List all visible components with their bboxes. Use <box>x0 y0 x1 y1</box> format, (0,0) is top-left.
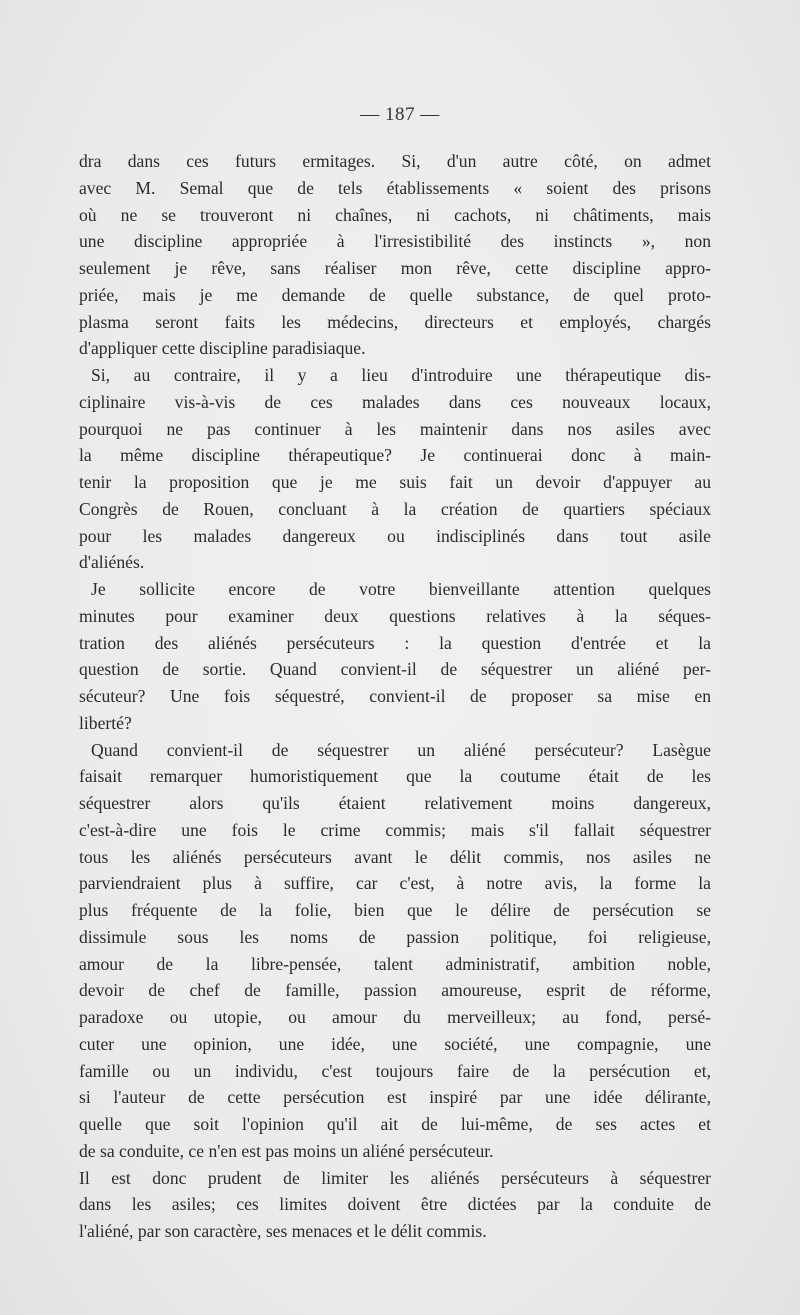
text-line: Congrès de Rouen, concluant à la création de quartiers spéciaux <box>79 498 711 519</box>
text-line: dans les asiles; ces limites doivent être dictées par la conduite de <box>79 1194 711 1215</box>
text-line: Si, au contraire, il y a lieu d'introduire une thérapeutique dis- <box>91 365 711 385</box>
text-line: d'appliquer cette discipline paradisiaque. <box>79 338 366 359</box>
text-line: tous les aliénés persécuteurs avant le délit commis, nos asiles ne <box>79 846 711 867</box>
text-line: c'est-à-dire une fois le crime commis; mais s'il fallait séquestrer <box>79 819 711 840</box>
text-line: paradoxe ou utopie, ou amour du merveilleux; au fond, persé- <box>79 1007 711 1027</box>
text-line: sécuteur? Une fois séquestré, convient-il de proposer sa mise en <box>79 686 711 706</box>
text-line: séquestrer alors qu'ils étaient relativement moins dangereux, <box>79 793 711 813</box>
text-line: tration des aliénés persécuteurs : la question d'entrée et la <box>79 632 711 653</box>
text-line: l'aliéné, par son caractère, ses menaces et le délit commis. <box>79 1221 487 1241</box>
text-line: cuter une opinion, une idée, une société, une compagnie, une <box>79 1033 711 1054</box>
body-text <box>79 148 711 1245</box>
text-line: parviendraient plus à suffire, car c'est, à notre avis, la forme la <box>79 873 711 894</box>
text-line: liberté? <box>79 712 132 733</box>
text-line: de sa conduite, ce n'en est pas moins un aliéné persécuteur. <box>79 1140 494 1161</box>
text-line: pourquoi ne pas continuer à les maintenir dans nos asiles avec <box>79 418 711 439</box>
text-line: Je sollicite encore de votre bienveillante attention quelques <box>91 579 711 599</box>
text-line: amour de la libre-pensée, talent administratif, ambition noble, <box>79 953 711 974</box>
text-line: seulement je rêve, sans réaliser mon rêve, cette discipline appro- <box>79 258 711 278</box>
page-number: — 187 — <box>360 104 440 125</box>
text-line: tenir la proposition que je me suis fait un devoir d'appuyer au <box>79 472 711 492</box>
text-line: une discipline appropriée à l'irresistibilité des instincts », non <box>79 231 711 252</box>
text-line: minutes pour examiner deux questions relatives à la séques- <box>79 605 711 626</box>
text-line: d'aliénés. <box>79 552 145 573</box>
text-line: avec M. Semal que de tels établissements « soient des prisons <box>79 177 711 198</box>
text-line: Il est donc prudent de limiter les aliénés persécuteurs à séquestrer <box>79 1167 711 1188</box>
text-line: où ne se trouveront ni chaînes, ni cachots, ni châtiments, mais <box>79 204 711 225</box>
text-line: dissimule sous les noms de passion politique, foi religieuse, <box>79 926 711 947</box>
text-line: devoir de chef de famille, passion amoureuse, esprit de réforme, <box>79 980 711 1001</box>
text-line: pour les malades dangereux ou indisciplinés dans tout asile <box>79 525 711 546</box>
text-line: dra dans ces futurs ermitages. Si, d'un autre côté, on admet <box>79 151 711 171</box>
text-line: quelle que soit l'opinion qu'il ait de lui-même, de ses actes et <box>79 1114 711 1134</box>
text-line: question de sortie. Quand convient-il de séquestrer un aliéné per- <box>79 659 711 680</box>
text-line: famille ou un individu, c'est toujours faire de la persécution et, <box>79 1060 711 1081</box>
text-line: Quand convient-il de séquestrer un aliéné persécuteur? Lasègue <box>91 739 711 760</box>
text-line: si l'auteur de cette persécution est inspiré par une idée délirante, <box>79 1087 711 1108</box>
text-line: faisait remarquer humoristiquement que la coutume était de les <box>79 766 711 787</box>
text-line: ciplinaire vis-à-vis de ces malades dans ces nouveaux locaux, <box>79 391 711 412</box>
text-line: plasma seront faits les médecins, directeurs et employés, chargés <box>79 311 711 332</box>
text-line: plus fréquente de la folie, bien que le délire de persécution se <box>79 900 711 920</box>
text-line: priée, mais je me demande de quelle substance, de quel proto- <box>79 284 711 305</box>
text-line: la même discipline thérapeutique? Je continuerai donc à main- <box>79 445 711 466</box>
